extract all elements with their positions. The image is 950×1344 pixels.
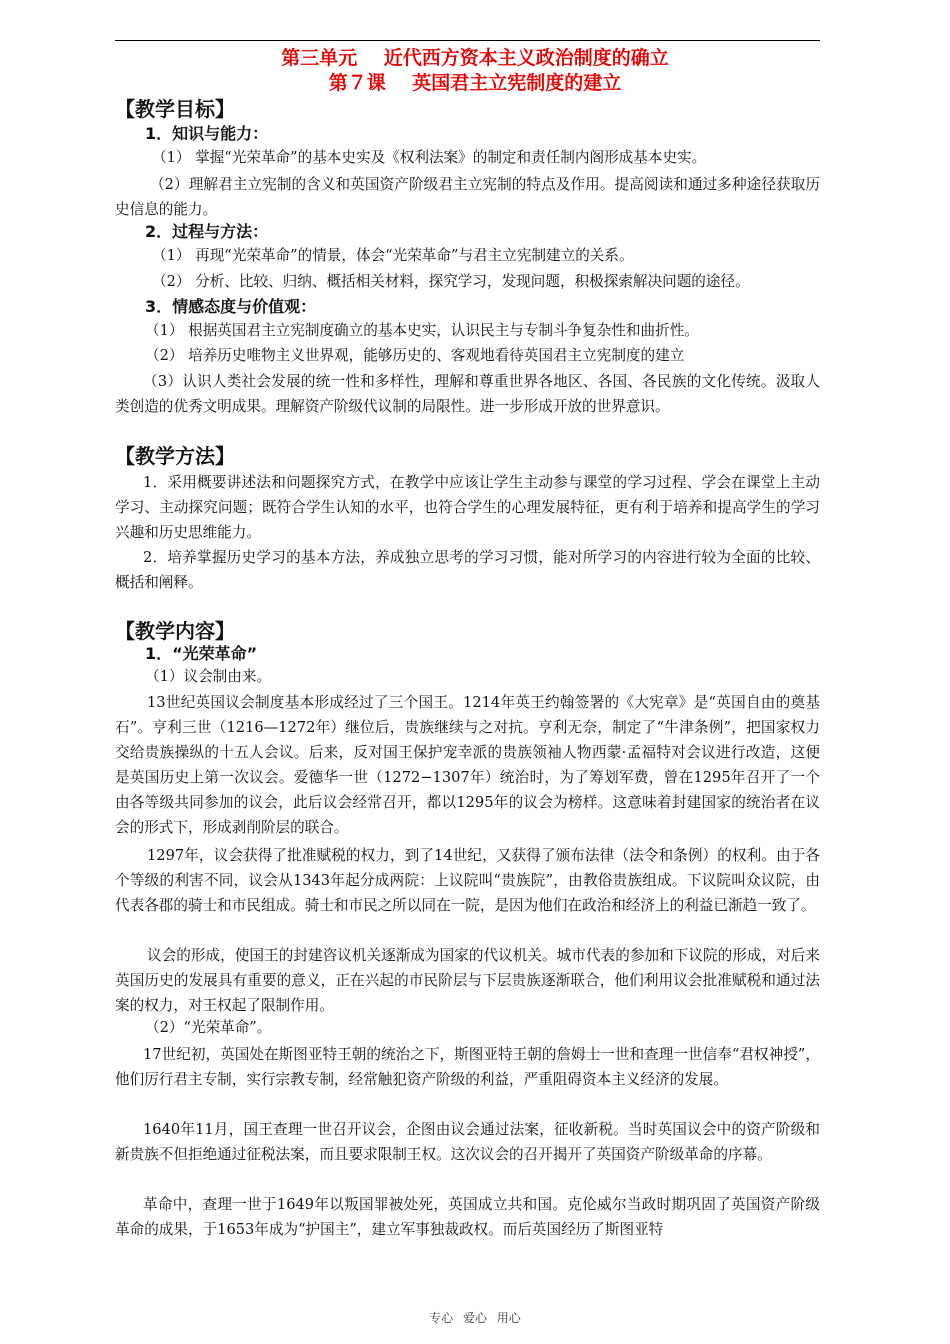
content-heading: 【教学内容】 [115, 619, 235, 643]
unit-title: 第三单元 近代西方资本主义政治制度的确立 [281, 47, 669, 69]
process-item-2: （2） 分析、比较、归纳、概括相关材料，探究学习，发现问题，积极探索解决问题的途径。 [152, 273, 750, 290]
sub1-paragraph-1: 13世纪英国议会制度基本形成经过了三个国王。1214年英王约翰签署的《大宪章》是“英国自由的奠基石”。亨利三世（1216—1272年）继位后，贵族继续与之对抗。亨利无奈，制定了“牛津条例”，把国家权力交给贵族操纵的十五人会议。后来，反对国王保护宠幸派的贵族领袖人物西蒙·孟福特对会议进行改造，这便是英国历史上第一次议会。爱德华一世（1272−1307年）统治时，为了筹划军费，曾在1295年召开了一个由各等级共同参加的议会，此后议会经常召开，都以1295年的议会为榜样。这意味着封建国家的统治者在议会的形式下，形成剥削阶层的联合。 [115, 694, 820, 836]
process-item-1: （1） 再现“光荣革命”的情景，体会“光荣革命”与君主立宪制建立的关系。 [152, 247, 634, 264]
values-item-2: （2） 培养历史唯物主义世界观，能够历史的、客观地看待英国君主立宪制度的建立 [145, 347, 685, 364]
lesson-title: 第７课 英国君主立宪制度的建立 [328, 72, 622, 94]
knowledge-item-1: （1） 掌握“光荣革命”的基本史实及《权利法案》的制定和责任制内阁形成基本史实。 [152, 149, 707, 166]
methods-item-2: 2．培养掌握历史学习的基本方法，养成独立思考的学习习惯，能对所学习的内容进行较为全面的比较、概括和阐释。 [115, 549, 820, 591]
header-rule [115, 40, 820, 41]
page-footer: 专心 爱心 用心 [429, 1311, 521, 1325]
sub2-paragraph-1: 17世纪初，英国处在斯图亚特王朝的统治之下，斯图亚特王朝的詹姆士一世和查理一世信奉“君权神授”，他们厉行君主专制，实行宗教专制，经常触犯资产阶级的利益，严重阻碍资本主义经济的发展。 [115, 1046, 820, 1088]
sub1-paragraph-2: 1297年，议会获得了批准赋税的权力，到了14世纪，又获得了颁布法律（法令和条例）的权利。由于各个等级的利害不同，议会从1343年起分成两院：上议院叫“贵族院”，由教俗贵族组成。下议院叫众议院，由代表各郡的骑士和市民组成。骑士和市民之所以同在一院，是因为他们在政治和经济上的利益已渐趋一致了。 [115, 847, 820, 914]
objectives-heading: 【教学目标】 [115, 97, 235, 121]
values-item-3: （3）认识人类社会发展的统一性和多样性，理解和尊重世界各地区、各国、各民族的文化传统。汲取人类创造的优秀文明成果。理解资产阶级代议制的局限性。进一步形成开放的世界意识。 [115, 373, 820, 415]
section1-title: 1．“光荣革命” [145, 644, 258, 663]
values-item-1: （1） 根据英国君主立宪制度确立的基本史实，认识民主与专制斗争复杂性和曲折性。 [145, 322, 699, 339]
process-title: 2．过程与方法： [145, 222, 269, 241]
methods-heading: 【教学方法】 [115, 444, 235, 468]
methods-item-1: 1．采用概要讲述法和问题探究方式，在教学中应该让学生主动参与课堂的学习过程、学会在课堂上主动学习、主动探究问题；既符合学生认知的水平，也符合学生的心理发展特征，更有利于培养和提高学生的学习兴趣和历史思维能力。 [115, 474, 820, 541]
knowledge-title: 1．知识与能力： [145, 124, 269, 143]
knowledge-item-2: （2）理解君主立宪制的含义和英国资产阶级君主立宪制的特点及作用。提高阅读和通过多种途径获取历史信息的能力。 [115, 176, 820, 218]
values-title: 3．情感态度与价值观： [145, 297, 317, 316]
sub2-paragraph-2: 1640年11月，国王查理一世召开议会，企图由议会通过法案，征收新税。当时英国议会中的资产阶级和新贵族不但拒绝通过征税法案，而且要求限制王权。这次议会的召开揭开了英国资产阶级革命的序幕。 [115, 1121, 820, 1163]
sub1-title: （1）议会制由来。 [145, 668, 272, 685]
sub2-title: （2）“光荣革命”。 [145, 1019, 272, 1036]
sub2-paragraph-3: 革命中，查理一世于1649年以叛国罪被处死，英国成立共和国。克伦威尔当政时期巩固了英国资产阶级革命的成果，于1653年成为“护国主”，建立军事独裁政权。而后英国经历了斯图亚特 [115, 1196, 820, 1238]
sub1-paragraph-3: 议会的形成，使国王的封建咨议机关逐渐成为国家的代议机关。城市代表的参加和下议院的形成，对后来英国历史的发展具有重要的意义，正在兴起的市民阶层与下层贵族逐渐联合，他们利用议会批准赋税和通过法案的权力，对王权起了限制作用。 [115, 947, 820, 1014]
